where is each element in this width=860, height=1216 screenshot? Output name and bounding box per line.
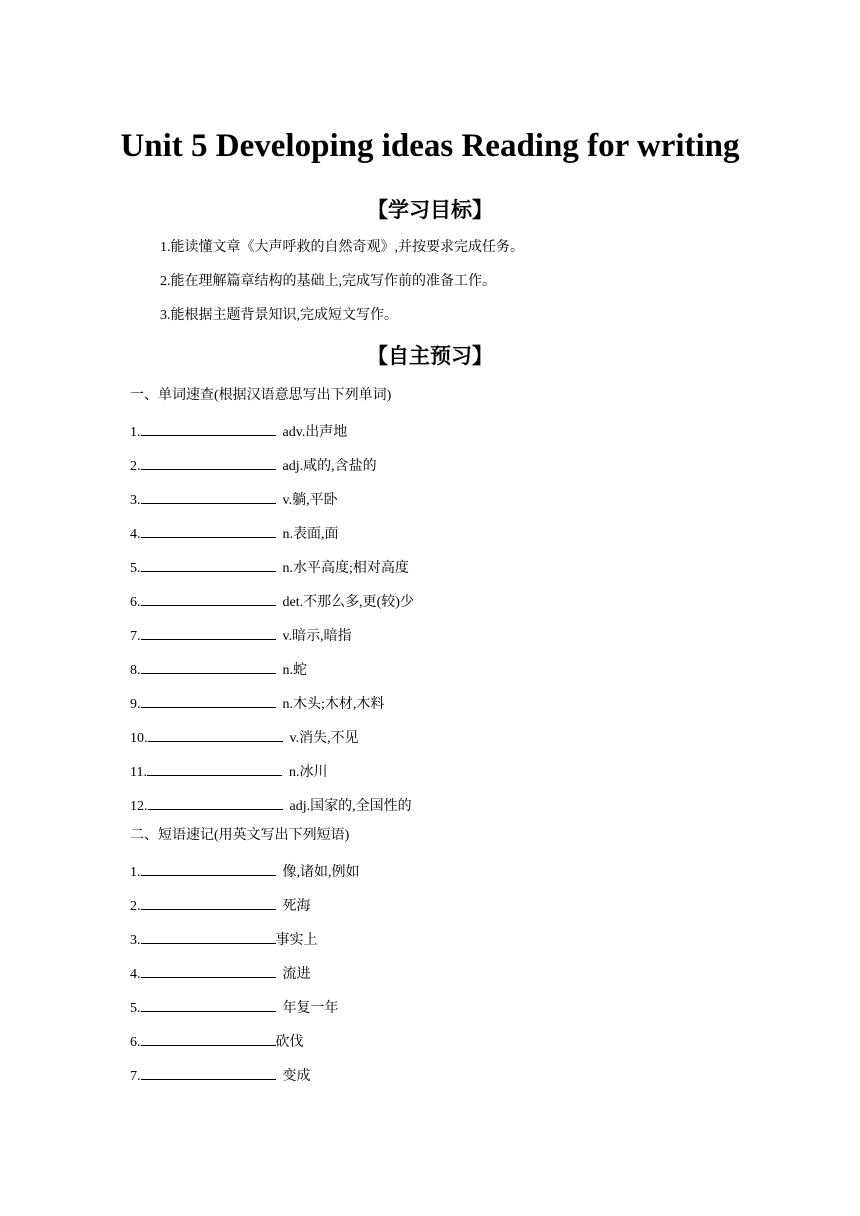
vocab-item	[130, 488, 338, 511]
answer-blank[interactable]	[148, 794, 283, 810]
vocab-item	[130, 454, 377, 477]
answer-blank[interactable]	[141, 962, 276, 978]
page-title: Unit 5 Developing ideas Reading for writing	[120, 128, 740, 164]
answer-blank[interactable]	[141, 692, 276, 708]
phrase-item	[130, 996, 339, 1019]
phrase-item	[130, 1064, 311, 1087]
phrase-section-title: 二、短语速记(用英文写出下列短语)	[130, 828, 350, 843]
answer-blank[interactable]	[141, 996, 276, 1012]
item-number: 11.	[130, 765, 147, 780]
answer-blank[interactable]	[148, 726, 283, 742]
item-meaning: adj.咸的,含盐的	[282, 459, 377, 474]
item-number: 9.	[130, 697, 141, 712]
answer-blank[interactable]	[141, 488, 276, 504]
answer-blank[interactable]	[141, 658, 276, 674]
vocab-section-title: 一、单词速查(根据汉语意思写出下列单词)	[130, 388, 392, 403]
vocab-item	[130, 726, 359, 749]
answer-blank[interactable]	[141, 556, 276, 572]
phrase-item	[130, 1030, 304, 1053]
answer-blank[interactable]	[141, 1064, 276, 1080]
item-meaning: adj.国家的,全国性的	[289, 799, 412, 814]
answer-blank[interactable]	[147, 760, 282, 776]
vocab-item	[130, 794, 412, 817]
vocab-item	[130, 760, 327, 783]
item-number: 7.	[130, 1069, 141, 1084]
item-meaning: n.蛇	[282, 663, 307, 678]
item-meaning: det.不那么多,更(较)少	[282, 595, 414, 610]
item-meaning: v.消失,不见	[289, 731, 359, 746]
item-meaning: n.木头;木材,木料	[282, 697, 385, 712]
vocab-item	[130, 522, 339, 545]
item-number: 6.	[130, 1035, 141, 1050]
answer-blank[interactable]	[141, 860, 276, 876]
item-meaning: 变成	[282, 1069, 311, 1084]
objective-item: 2.能在理解篇章结构的基础上,完成写作前的准备工作。	[160, 274, 496, 289]
phrase-item	[130, 928, 318, 951]
phrase-item	[130, 860, 360, 883]
vocab-item	[130, 590, 414, 613]
item-meaning: n.水平高度;相对高度	[282, 561, 409, 576]
answer-blank[interactable]	[141, 894, 276, 910]
item-meaning: 像,诸如,例如	[282, 865, 360, 880]
vocab-item	[130, 658, 307, 681]
answer-blank[interactable]	[141, 1030, 276, 1046]
item-number: 1.	[130, 425, 141, 440]
item-meaning: 死海	[282, 899, 311, 914]
vocab-item	[130, 420, 347, 443]
answer-blank[interactable]	[141, 454, 276, 470]
answer-blank[interactable]	[141, 928, 276, 944]
phrase-item	[130, 894, 311, 917]
objective-item: 1.能读懂文章《大声呼救的自然奇观》,并按要求完成任务。	[160, 240, 524, 255]
item-meaning: 事实上	[275, 933, 318, 948]
item-number: 12.	[130, 799, 148, 814]
item-meaning: n.冰川	[288, 765, 328, 780]
phrase-item	[130, 962, 311, 985]
item-meaning: adv.出声地	[282, 425, 348, 440]
item-number: 1.	[130, 865, 141, 880]
answer-blank[interactable]	[141, 522, 276, 538]
item-number: 8.	[130, 663, 141, 678]
item-number: 2.	[130, 459, 141, 474]
item-meaning: 砍伐	[275, 1035, 304, 1050]
objectives-heading: 【学习目标】	[367, 198, 493, 222]
preview-heading: 【自主预习】	[367, 344, 493, 368]
item-number: 3.	[130, 493, 141, 508]
vocab-item	[130, 692, 384, 715]
answer-blank[interactable]	[141, 420, 276, 436]
vocab-item	[130, 556, 409, 579]
item-number: 10.	[130, 731, 148, 746]
item-meaning: v.暗示,暗指	[282, 629, 352, 644]
item-meaning: 流进	[282, 967, 311, 982]
item-number: 5.	[130, 561, 141, 576]
objective-item: 3.能根据主题背景知识,完成短文写作。	[160, 308, 398, 323]
vocab-item	[130, 624, 352, 647]
item-number: 7.	[130, 629, 141, 644]
item-meaning: v.躺,平卧	[282, 493, 338, 508]
item-number: 2.	[130, 899, 141, 914]
answer-blank[interactable]	[141, 624, 276, 640]
item-meaning: n.表面,面	[282, 527, 339, 542]
item-number: 3.	[130, 933, 141, 948]
item-number: 6.	[130, 595, 141, 610]
item-number: 4.	[130, 967, 141, 982]
answer-blank[interactable]	[141, 590, 276, 606]
item-number: 5.	[130, 1001, 141, 1016]
item-number: 4.	[130, 527, 141, 542]
item-meaning: 年复一年	[282, 1001, 339, 1016]
